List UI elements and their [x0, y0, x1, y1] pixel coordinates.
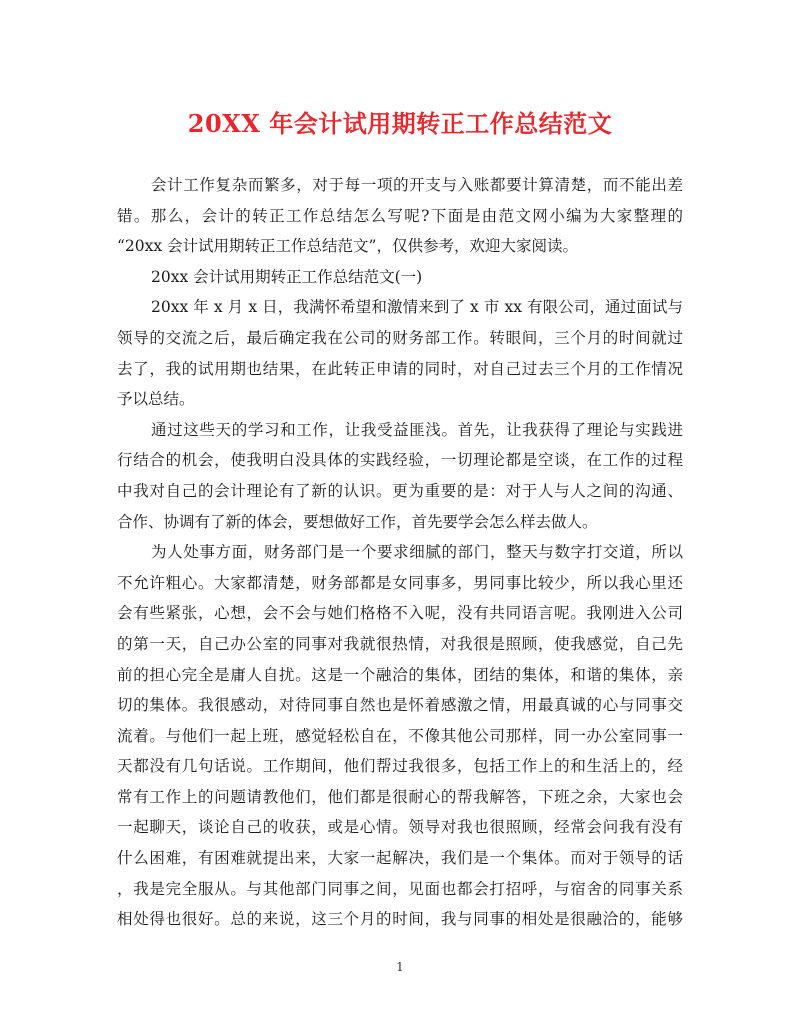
document-title: 20XX 年会计试用期转正工作总结范文 [187, 109, 613, 138]
text-line: ，我是完全服从。与其他部门同事之间，见面也都会打招呼，与宿舍的同事关系 [117, 879, 683, 898]
text-line: 不允许粗心。大家都清楚，财务部都是女同事多，男同事比较少，所以我心里还 [117, 573, 683, 592]
text-line: 一起聊天，谈论自己的收获，或是心情。领导对我也很照顾，经常会问我有没有 [117, 818, 683, 837]
text-line: 天都没有几句话说。工作期间，他们帮过我很多，包括工作上的和生活上的，经 [117, 757, 683, 776]
text-line: 流着。与他们一起上班，感觉轻松自在，不像其他公司那样，同一办公室同事一 [117, 726, 683, 745]
text-line: 会有些紧张，心想，会不会与她们格格不入呢，没有共同语言呢。我刚进入公司 [117, 604, 683, 623]
text-line: 常有工作上的问题请教他们，他们都是很耐心的帮我解答，下班之余，大家也会 [117, 787, 683, 806]
text-line: 行结合的机会，使我明白没具体的实践经验，一切理论都是空谈，在工作的过程 [117, 451, 683, 470]
text-line: 领导的交流之后，最后确定我在公司的财务部工作。转眼间，三个月的时间就过 [117, 328, 683, 347]
text-line: 去了，我的试用期也结果，在此转正申请的同时，对自己过去三个月的工作情况 [117, 359, 683, 378]
text-line: 为人处事方面，财务部门是一个要求细腻的部门，整天与数字打交道，所以 [151, 543, 683, 562]
text-line: 相处得也很好。总的来说，这三个月的时间，我与同事的相处是很融洽的，能够 [117, 910, 683, 929]
text-line: 的第一天，自己办公室的同事对我就很热情，对我很是照顾，使我感觉，自己先 [117, 634, 683, 653]
text-line: 予以总结。 [117, 390, 195, 409]
section-heading: 20xx 会计试用期转正工作总结范文(一) [151, 267, 423, 286]
text-line: 通过这些天的学习和工作，让我受益匪浅。首先，让我获得了理论与实践进 [151, 420, 683, 439]
text-line: 会计工作复杂而繁多，对于每一项的开支与入账都要计算清楚，而不能出差 [151, 176, 683, 194]
text-line: 中我对自己的会计理论有了新的认识。更为重要的是：对于人与人之间的沟通、 [117, 481, 683, 500]
text-line: 什么困难，有困难就提出来，大家一起解决，我们是一个集体。而对于领导的话 [117, 849, 683, 868]
text-line: 合作、协调有了新的体会，要想做好工作，首先要学会怎么样去做人。 [117, 512, 598, 531]
text-line: 错。那么，会计的转正工作总结怎么写呢?下面是由范文网小编为大家整理的 [117, 206, 683, 225]
page-number: 1 [396, 960, 404, 974]
text-line: “20xx 会计试用期转正工作总结范文”，仅供参考，欢迎大家阅读。 [117, 237, 578, 256]
text-line: 20xx 年 x 月 x 日，我满怀希望和激情来到了 x 市 xx 有限公司，通过面试与 [151, 298, 683, 317]
text-line: 切的集体。我很感动，对待同事自然也是怀着感激之情，用最真诚的心与同事交 [117, 696, 683, 715]
text-line: 前的担心完全是庸人自扰。这是一个融洽的集体，团结的集体，和谐的集体，亲 [117, 665, 683, 684]
document-body [117, 170, 683, 935]
